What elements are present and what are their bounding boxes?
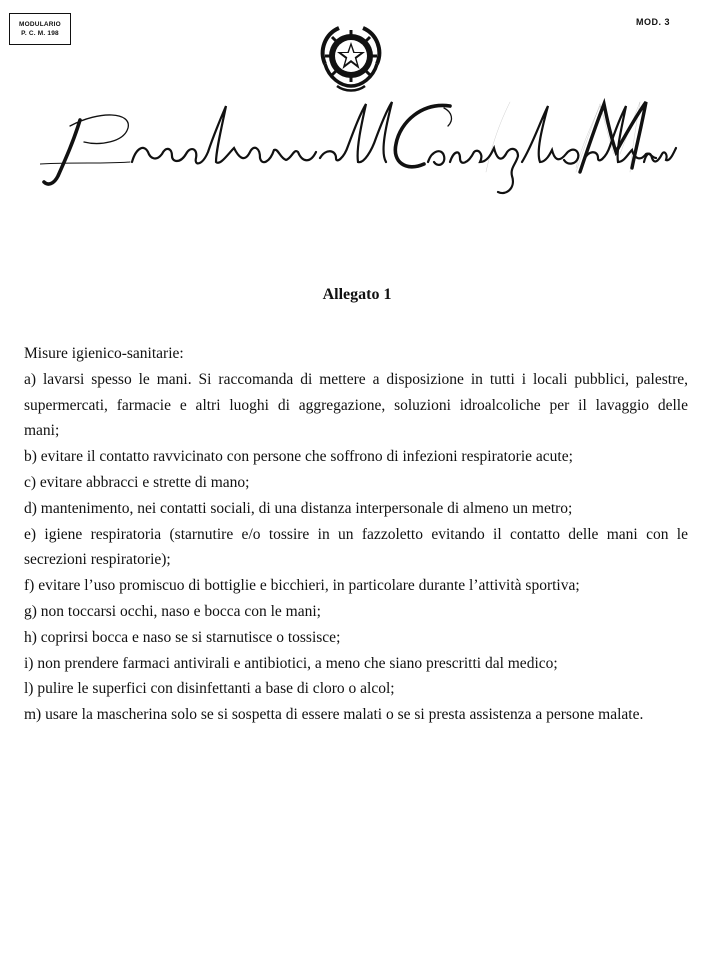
measure-m: m) usare la mascherina solo se si sospetta di essere malati o se si presta assistenza a persone malate. xyxy=(24,706,644,724)
presidenza-header-calligraphy xyxy=(40,92,680,202)
measure-d: d) mantenimento, nei contatti sociali, di una distanza interpersonale di almeno un metro; xyxy=(24,499,573,517)
measure-h: h) coprirsi bocca e naso se si starnutisce o tossisce; xyxy=(24,628,341,646)
stamp-line-2: P. C. M. 198 xyxy=(21,30,59,37)
italian-republic-emblem-icon xyxy=(315,20,387,94)
document-body xyxy=(24,341,688,728)
mod-label: MOD. 3 xyxy=(635,17,670,27)
document-heading: Allegato 1 xyxy=(322,286,392,303)
modulario-stamp xyxy=(9,13,71,45)
measure-e-line-1: e) igiene respiratoria (starnutire e/o tossire in un fazzoletto evitando il contatto delle mani con le xyxy=(24,525,688,543)
stamp-line-1: MODULARIO xyxy=(19,21,61,28)
measure-l: l) pulire le superfici con disinfettanti a base di cloro o alcol; xyxy=(24,680,395,698)
section-intro: Misure igienico-sanitarie: xyxy=(24,345,184,362)
measure-f: f) evitare l’uso promiscuo di bottiglie e bicchieri, in particolare durante l’attività sportiva; xyxy=(24,577,580,595)
measure-c: c) evitare abbracci e strette di mano; xyxy=(24,473,250,491)
measure-e-line-2: secrezioni respiratorie); xyxy=(24,551,171,569)
measure-g: g) non toccarsi occhi, naso e bocca con le mani; xyxy=(24,602,321,620)
measure-a-line-3: mani; xyxy=(24,422,60,440)
measure-b: b) evitare il contatto ravvicinato con persone che soffrono di infezioni respiratorie acute; xyxy=(24,448,573,466)
measure-i: i) non prendere farmaci antivirali e antibiotici, a meno che siano prescritti dal medico; xyxy=(24,654,558,672)
measure-a-line-1: a) lavarsi spesso le mani. Si raccomanda di mettere a disposizione in tutti i locali pubblici, palestre, xyxy=(24,370,688,388)
measure-a-line-2: supermercati, farmacie e altri luoghi di aggregazione, soluzioni idroalcoliche per il lavaggio delle xyxy=(24,396,688,414)
